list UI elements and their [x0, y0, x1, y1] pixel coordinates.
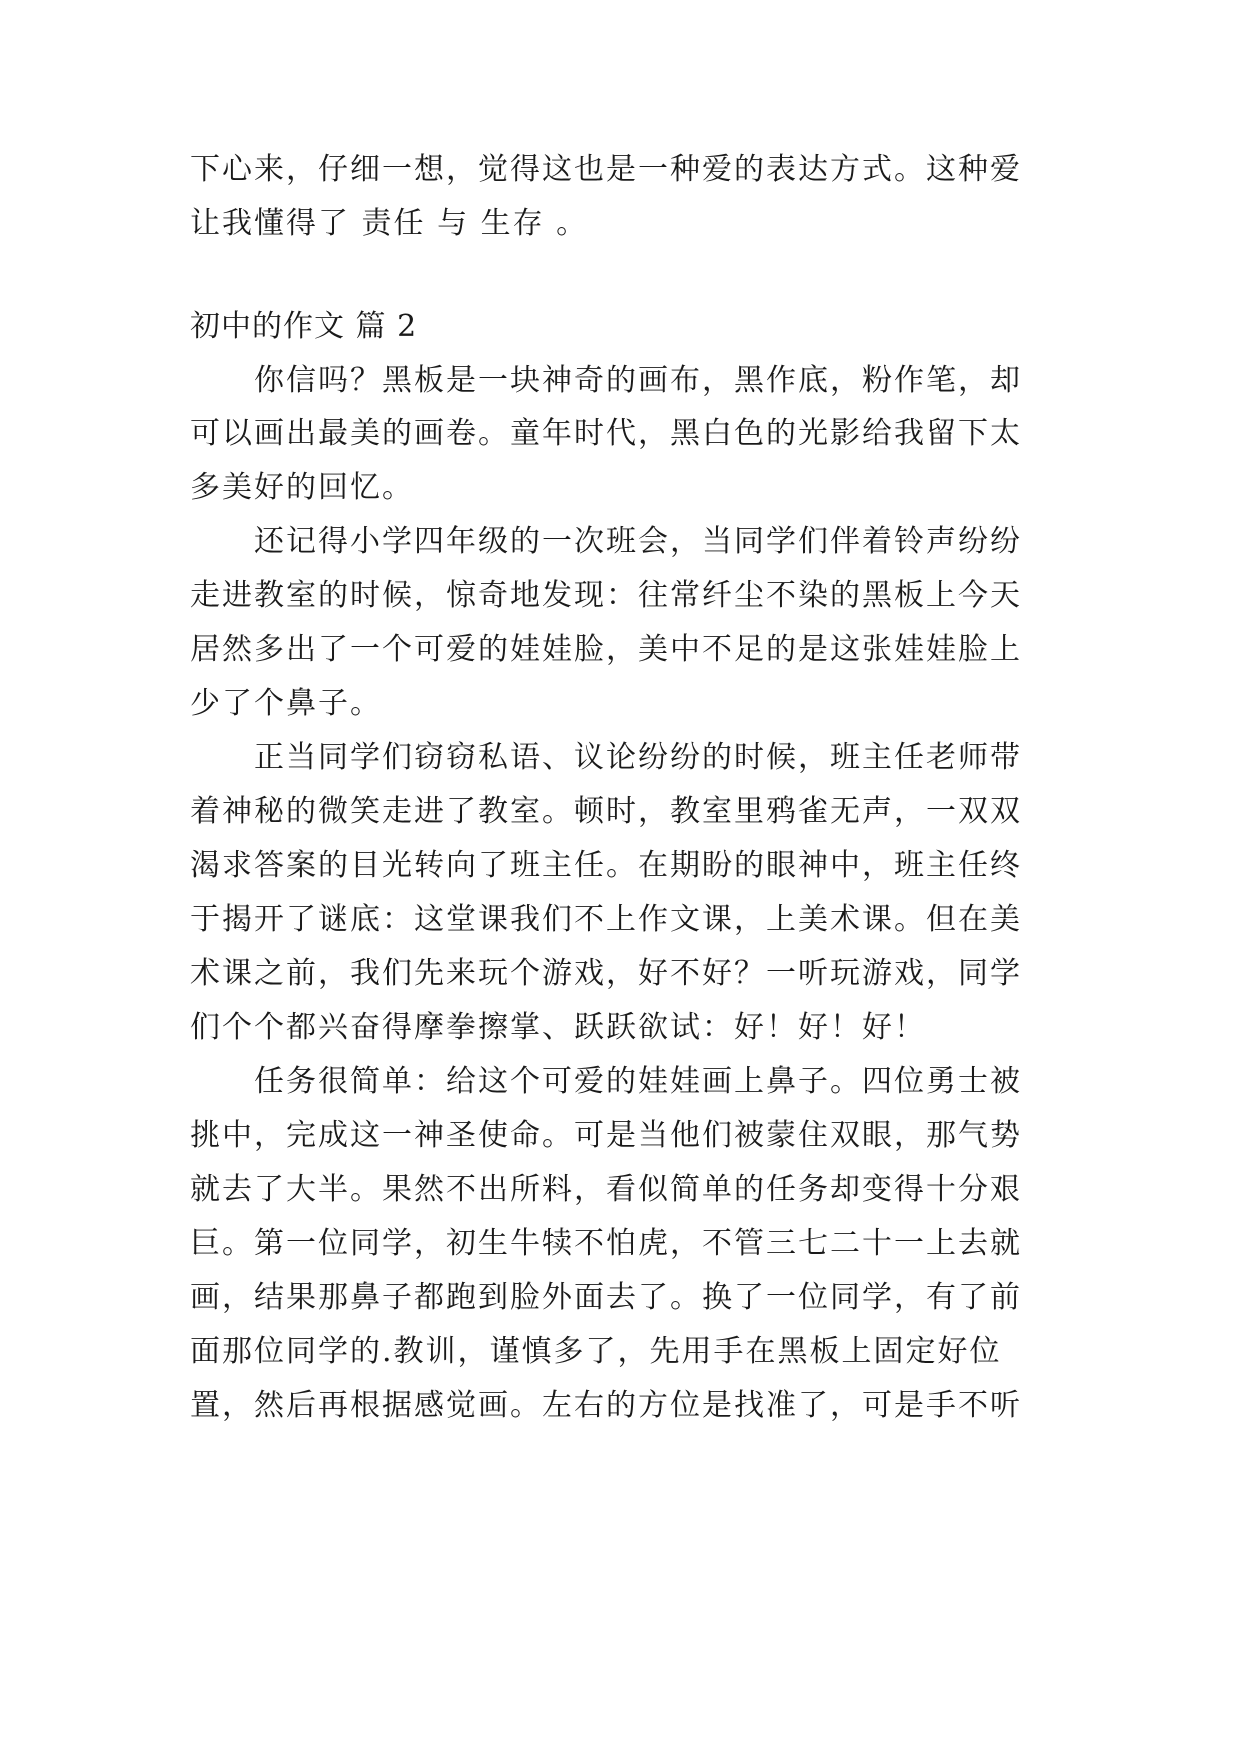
text-line: 面那位同学的.教训，谨慎多了，先用手在黑板上固定好位 — [190, 1334, 1002, 1369]
text-line: 居然多出了一个可爱的娃娃脸，美中不足的是这张娃娃脸上 — [190, 632, 1022, 667]
text-line: 少了个鼻子。 — [190, 686, 382, 721]
text-line: 术课之前，我们先来玩个游戏，好不好？一听玩游戏，同学 — [190, 956, 1022, 991]
text-line: 着神秘的微笑走进了教室。顿时，教室里鸦雀无声，一双双 — [190, 794, 1022, 829]
paragraph-first-line: 正当同学们窃窃私语、议论纷纷的时候，班主任老师带 — [254, 740, 1022, 775]
text-line: 于揭开了谜底：这堂课我们不上作文课，上美术课。但在美 — [190, 902, 1022, 937]
text-line: 巨。第一位同学，初生牛犊不怕虎，不管三七二十一上去就 — [190, 1226, 1022, 1261]
text-line: 置，然后再根据感觉画。左右的方位是找准了，可是手不听 — [190, 1388, 1022, 1423]
text-line: 画，结果那鼻子都跑到脸外面去了。换了一位同学，有了前 — [190, 1280, 1022, 1315]
text-line: 可以画出最美的画卷。童年时代，黑白色的光影给我留下太 — [190, 416, 1022, 451]
text-line: 就去了大半。果然不出所料，看似简单的任务却变得十分艰 — [190, 1172, 1022, 1207]
text-line: 渴求答案的目光转向了班主任。在期盼的眼神中，班主任终 — [190, 848, 1022, 883]
text-line: 挑中，完成这一神圣使命。可是当他们被蒙住双眼，那气势 — [190, 1118, 1022, 1153]
paragraph-first-line: 你信吗？黑板是一块神奇的画布，黑作底，粉作笔，却 — [254, 363, 1022, 398]
text-line: 让我懂得了 责任 与 生存 。 — [190, 206, 589, 241]
text-line: 下心来，仔细一想，觉得这也是一种爱的表达方式。这种爱 — [190, 152, 1022, 187]
text-line: 们个个都兴奋得摩拳擦掌、跃跃欲试：好！好！好！ — [190, 1010, 926, 1045]
paragraph-first-line: 还记得小学四年级的一次班会，当同学们伴着铃声纷纷 — [254, 524, 1022, 559]
section-heading: 初中的作文 篇 2 — [190, 309, 418, 344]
paragraph-first-line: 任务很简单：给这个可爱的娃娃画上鼻子。四位勇士被 — [254, 1064, 1022, 1099]
text-line: 走进教室的时候，惊奇地发现：往常纤尘不染的黑板上今天 — [190, 578, 1022, 613]
text-line: 多美好的回忆。 — [190, 470, 414, 505]
